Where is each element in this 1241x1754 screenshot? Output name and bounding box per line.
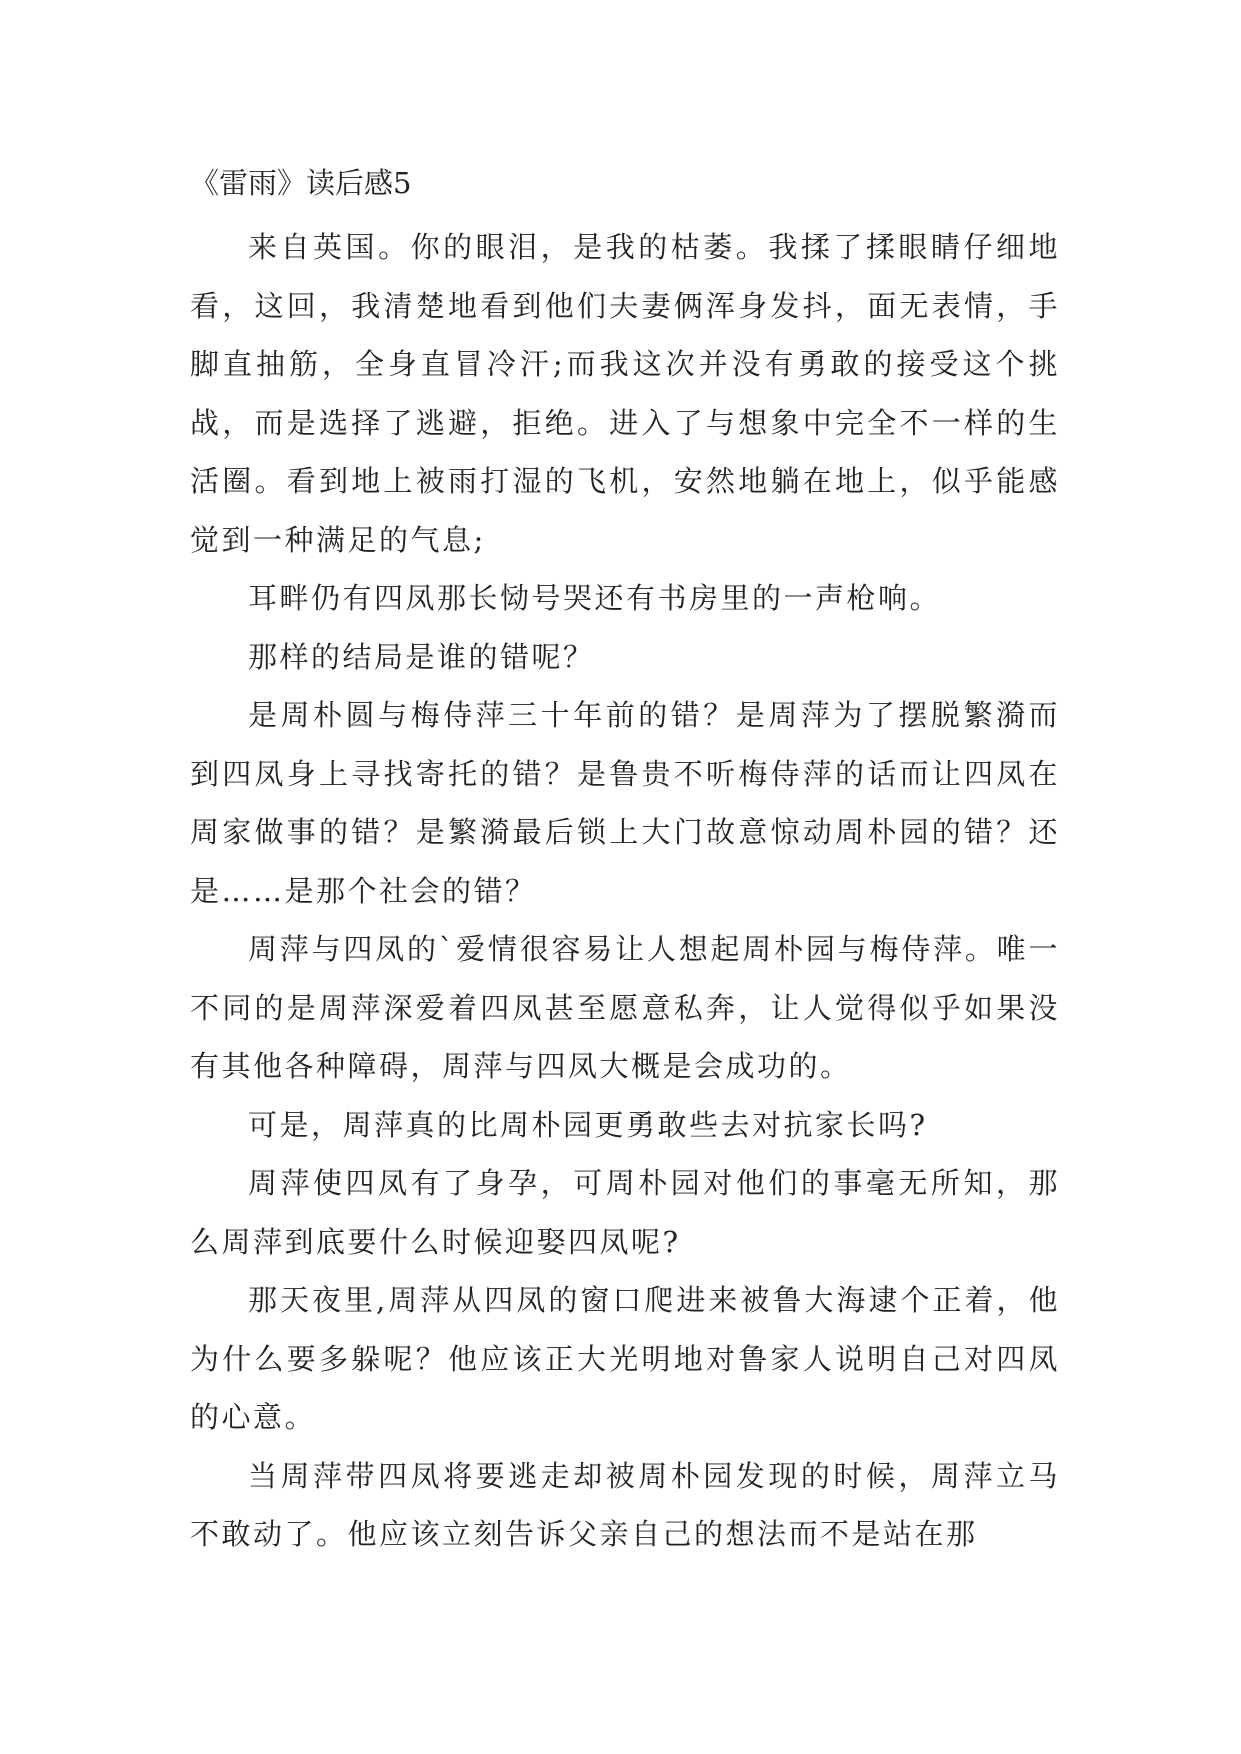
paragraph: 耳畔仍有四凤那长恸号哭还有书房里的一声枪响。 xyxy=(248,581,942,615)
paragraph: 可是，周萍真的比周朴园更勇敢些去对抗家长吗? xyxy=(248,1107,928,1142)
paragraph: 周萍使四凤有了身孕，可周朴园对他们的事毫无所知，那么周萍到底要什么时候迎娶四凤呢? xyxy=(190,1166,1060,1259)
paragraph: 周萍与四凤的`爱情很容易让人想起周朴园与梅侍萍。唯一不同的是周萍深爱着四凤甚至愿意私奔，让人觉得似乎如果没有其他各种障碍，周萍与四凤大概是会成功的。 xyxy=(190,932,1060,1083)
paragraph: 那样的结局是谁的错呢？ xyxy=(248,639,595,674)
paragraph: 是周朴圆与梅侍萍三十年前的错？是周萍为了摆脱繁漪而到四凤身上寻找寄托的错？是鲁贵不听梅侍萍的话而让四凤在周家做事的错？是繁漪最后锁上大门故意惊动周朴园的错？还是……是那个社会的错？ xyxy=(190,698,1060,908)
paragraph: 来自英国。你的眼泪，是我的枯萎。我揉了揉眼睛仔细地看，这回，我清楚地看到他们夫妻俩浑身发抖，面无表情，手脚直抽筋，全身直冒冷汗;而我这次并没有勇敢的接受这个挑战，而是选择了逃避，拒绝。进入了与想象中完全不一样的生活圈。看到地上被雨打湿的飞机，安然地躺在地上，似乎能感觉到一种满足的气息; xyxy=(190,230,1060,557)
paragraph: 那天夜里,周萍从四凤的窗口爬进来被鲁大海逮个正着，他为什么要多躲呢？他应该正大光明地对鲁家人说明自己对四凤的心意。 xyxy=(190,1283,1060,1434)
paragraph: 当周萍带四凤将要逃走却被周朴园发现的时候，周萍立马不敢动了。他应该立刻告诉父亲自己的想法而不是站在那 xyxy=(190,1458,1060,1551)
document-title: 《雷雨》读后感5 xyxy=(190,166,412,200)
document-body xyxy=(190,218,1060,1564)
